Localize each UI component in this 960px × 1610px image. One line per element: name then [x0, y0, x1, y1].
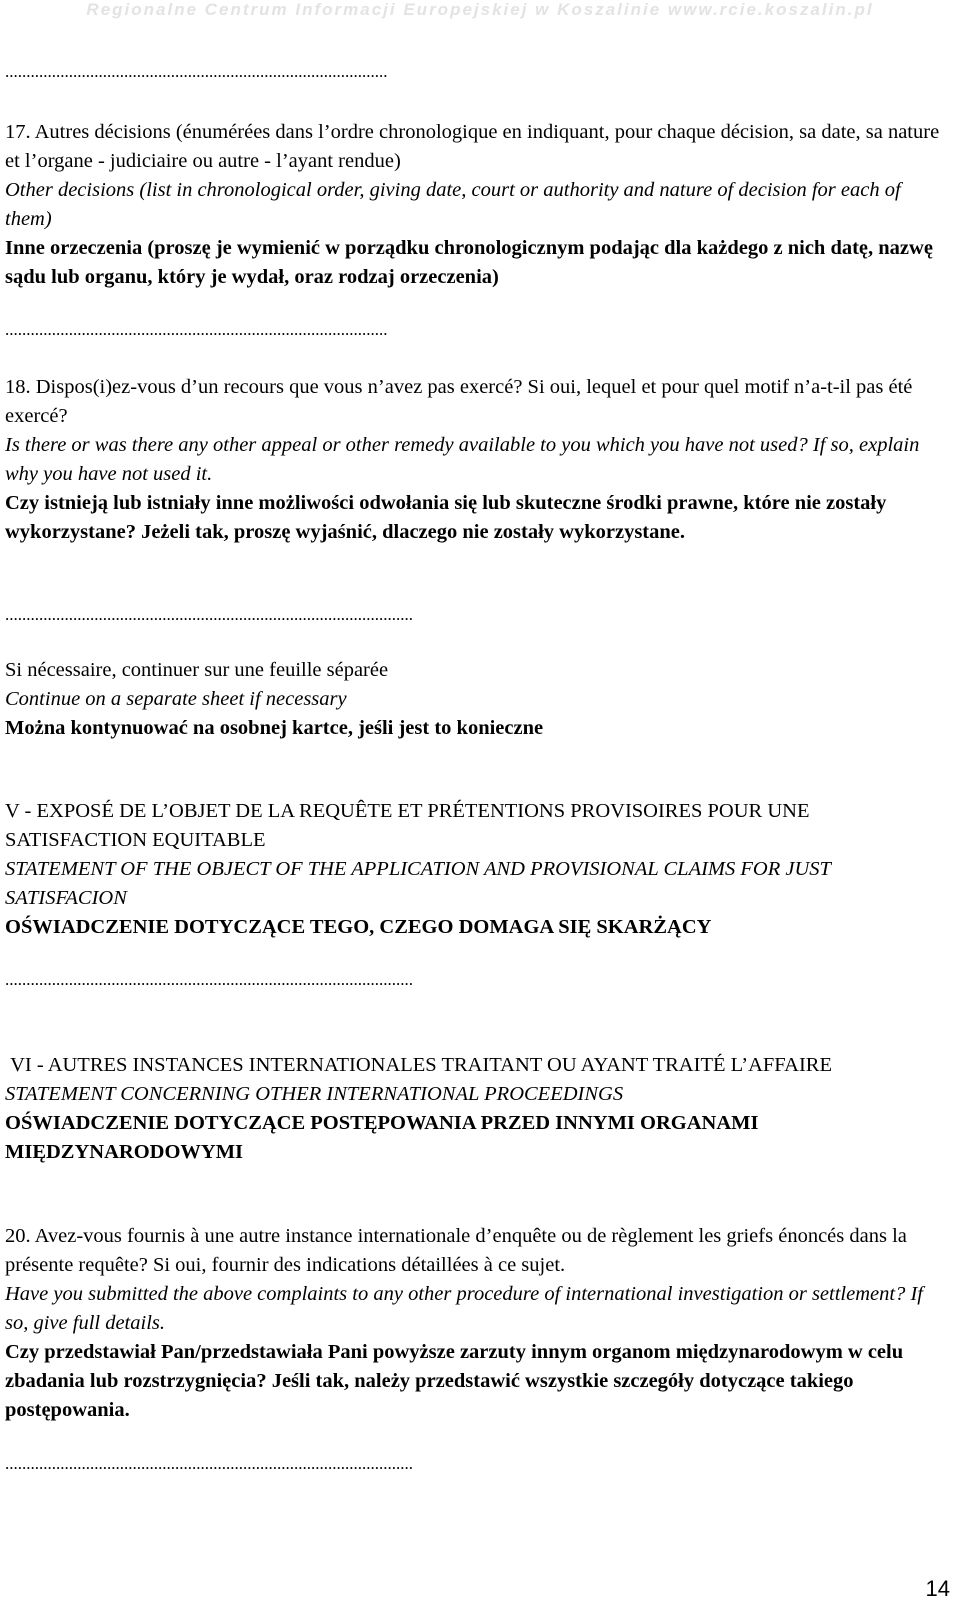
question-20 [5, 1222, 950, 1425]
answer-dots: .......................................................................................... [5, 320, 388, 339]
question-20-fr: 20. Avez-vous fournis à une autre instance internationale d’enquête ou de règlement les griefs énoncés dans la présente requête? Si oui, fournir des indications détaillées à ce sujet. [5, 1225, 907, 1276]
question-17-fr: 17. Autres décisions (énumérées dans l’ordre chronologique en indiquant, pour chaque décision, sa date, sa nature et l’organe - judiciaire ou autre - l’ayant rendue) [5, 121, 940, 172]
page-header: Regionalne Centrum Informacji Europejskiej w Koszalinie www.rcie.koszalin.pl [86, 0, 874, 19]
page-number: 14 [925, 1576, 950, 1601]
answer-dots: .......................................................................................... [5, 62, 388, 81]
section-v-pl: OŚWIADCZENIE DOTYCZĄCE TEGO, CZEGO DOMAGA SIĘ SKARŻĄCY [5, 916, 712, 938]
section-vi-fr: VI - AUTRES INSTANCES INTERNATIONALES TRAITANT OU AYANT TRAITÉ L’AFFAIRE [5, 1054, 832, 1076]
continue-note-en: Continue on a separate sheet if necessary [5, 688, 347, 710]
section-v-fr: V - EXPOSÉ DE L’OBJET DE LA REQUÊTE ET PRÉTENTIONS PROVISOIRES POUR UNE SATISFACTION EQUITABLE [5, 800, 810, 851]
answer-dots: ................................................................................................ [5, 970, 413, 989]
continue-note-fr: Si nécessaire, continuer sur une feuille séparée [5, 659, 389, 681]
question-17-en: Other decisions (list in chronological order, giving date, court or authority and nature of decision for each of them) [5, 179, 901, 230]
answer-dots: ................................................................................................ [5, 1454, 413, 1473]
section-v [5, 797, 950, 942]
question-20-en: Have you submitted the above complaints to any other procedure of international investigation or settlement? If so, give full details. [5, 1283, 923, 1334]
question-18 [5, 373, 950, 547]
answer-dots: ................................................................................................ [5, 605, 413, 624]
question-20-pl: Czy przedstawiał Pan/przedstawiała Pani powyższe zarzuty innym organom międzynarodowym w celu zbadania lub rozstrzygnięcia? Jeśli tak, należy przedstawić wszystkie szczegóły dotyczące takiego postępowania. [5, 1341, 904, 1421]
question-18-fr: 18. Dispos(i)ez-vous d’un recours que vous n’avez pas exercé? Si oui, lequel et pour quel motif n’a-t-il pas été exercé? [5, 376, 913, 427]
section-vi-pl: OŚWIADCZENIE DOTYCZĄCE POSTĘPOWANIA PRZED INNYMI ORGANAMI MIĘDZYNARODOWYMI [5, 1112, 759, 1163]
question-18-en: Is there or was there any other appeal or other remedy available to you which you have not used? If so, explain why you have not used it. [5, 434, 920, 485]
question-17-pl: Inne orzeczenia (proszę je wymienić w porządku chronologicznym podając dla każdego z nich datę, nazwę sądu lub organu, który je wydał, oraz rodzaj orzeczenia) [5, 237, 933, 288]
question-17 [5, 118, 950, 292]
section-vi-en: STATEMENT CONCERNING OTHER INTERNATIONAL PROCEEDINGS [5, 1083, 624, 1105]
section-vi [5, 1051, 950, 1167]
continue-note-pl: Można kontynuować na osobnej kartce, jeśli jest to konieczne [5, 717, 544, 739]
continue-note [5, 656, 950, 743]
question-18-pl: Czy istnieją lub istniały inne możliwości odwołania się lub skuteczne środki prawne, które nie zostały wykorzystane? Jeżeli tak, proszę wyjaśnić, dlaczego nie zostały wykorzystane. [5, 492, 887, 543]
section-v-en: STATEMENT OF THE OBJECT OF THE APPLICATION AND PROVISIONAL CLAIMS FOR JUST SATISFACION [5, 858, 831, 909]
